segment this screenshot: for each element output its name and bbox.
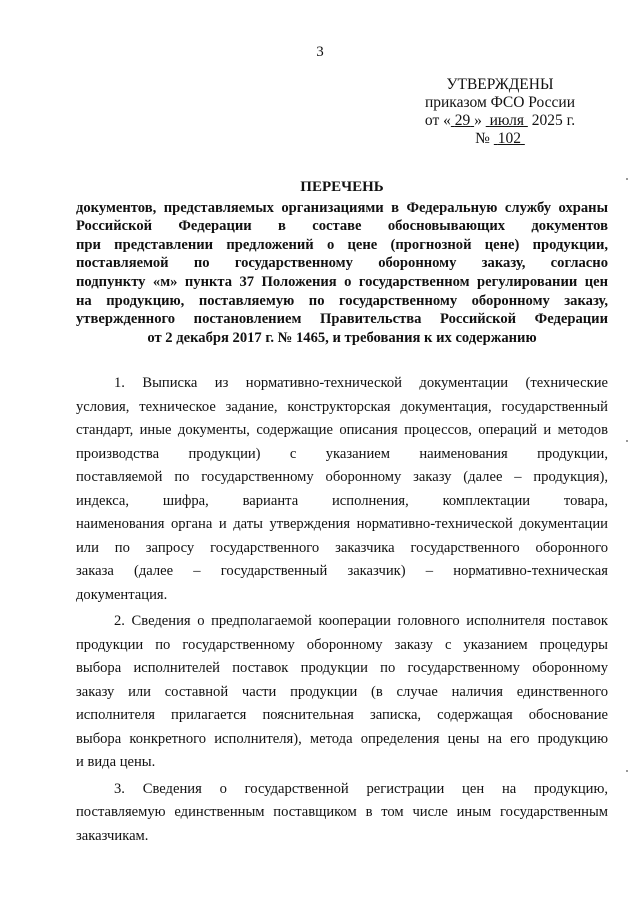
date-month-value: июля bbox=[489, 112, 524, 129]
date-year: 2025 г. bbox=[531, 112, 576, 129]
date-month bbox=[486, 112, 528, 129]
paragraph-line: поставляемую единственным поставщиком в том числе иным государственным bbox=[76, 804, 608, 820]
paragraph-line: продукции по государственному оборонному заказу с указанием процедуры bbox=[76, 636, 608, 653]
scan-mark bbox=[626, 178, 628, 180]
title-line: при представлении предложений о цене (прогнозной цене) продукции, bbox=[76, 236, 608, 253]
title-line: от 2 декабря 2017 г. № 1465, и требования к их содержанию bbox=[147, 329, 537, 346]
paragraph-line: заказа (далее – государственный заказчик) – нормативно-техническая bbox=[76, 563, 608, 579]
paragraph-line: наименования органа и даты утверждения нормативно-технической документации bbox=[76, 516, 608, 532]
date-day-value: 29 bbox=[454, 112, 471, 129]
paragraph-line: производства продукции) с указанием наименования продукции, bbox=[76, 445, 608, 462]
title-line: утвержденного постановлением Правительства Российской Федерации bbox=[76, 311, 608, 328]
approval-date bbox=[400, 112, 600, 130]
title-heading: ПЕРЕЧЕНЬ bbox=[300, 179, 384, 195]
paragraph-line: 1. Выписка из нормативно-технической документации (технические bbox=[114, 375, 608, 391]
paragraph-line: 3. Сведения о государственной регистрации цен на продукцию, bbox=[114, 780, 608, 797]
title-line: на продукцию, поставляемую по государственному оборонному заказу, bbox=[76, 292, 608, 309]
date-mid: » bbox=[474, 112, 482, 129]
paragraph-line: или по запросу государственного заказчика государственного оборонного bbox=[76, 539, 608, 556]
date-day bbox=[451, 112, 474, 129]
approval-title: УТВЕРЖДЕНЫ bbox=[446, 76, 554, 93]
paragraph-line: исполнителя прилагается пояснительная записка, содержащая обоснование bbox=[76, 707, 608, 723]
paragraph-line: 2. Сведения о предполагаемой кооперации головного исполнителя поставок bbox=[114, 613, 608, 629]
title-line: Российской Федерации в составе обосновывающих документов bbox=[76, 218, 608, 235]
paragraph-3 bbox=[76, 778, 608, 849]
page-number: 3 bbox=[316, 44, 324, 60]
title-line: подпункту «м» пункта 37 Положения о государственном регулировании цен bbox=[76, 273, 608, 290]
title-line: документов, представляемых организациями в Федеральную службу охраны bbox=[76, 199, 608, 216]
title-line: поставляемой по государственному оборонному заказу, согласно bbox=[76, 255, 608, 272]
approval-stamp bbox=[400, 76, 600, 148]
order-number bbox=[494, 130, 525, 147]
scan-mark bbox=[626, 770, 628, 772]
paragraph-line: выбора исполнителей поставок продукции по государственному оборонному bbox=[76, 660, 608, 676]
paragraph-line: и вида цены. bbox=[76, 754, 156, 770]
paragraph-1 bbox=[76, 372, 608, 607]
paragraph-2 bbox=[76, 610, 608, 775]
paragraph-line: условия, техническое задание, конструкторская документация, государственный bbox=[76, 398, 608, 415]
paragraph-line: заказчикам. bbox=[76, 827, 149, 844]
approval-number bbox=[400, 130, 600, 148]
paragraph-line: поставляемой по государственному оборонному заказу (далее – продукция), bbox=[76, 469, 608, 485]
paragraph-line: заказу или составной части продукции (в случае наличия единственного bbox=[76, 683, 608, 700]
paragraph-line: документация. bbox=[76, 586, 168, 603]
approval-order: приказом ФСО России bbox=[424, 94, 576, 111]
number-prefix: № bbox=[475, 130, 490, 147]
order-number-value: 102 bbox=[497, 130, 521, 147]
paragraph-line: стандарт, иные документы, содержащие описания процессов, операций и методов bbox=[76, 422, 608, 438]
paragraph-line: выбора конкретного исполнителя), метода определения цены на его продукцию bbox=[76, 730, 608, 747]
document-title bbox=[76, 178, 608, 347]
paragraph-line: индекса, шифра, варианта исполнения, комплектации товара, bbox=[76, 492, 608, 509]
document-body bbox=[76, 372, 608, 851]
date-prefix: от « bbox=[424, 112, 451, 129]
scan-mark bbox=[626, 440, 628, 442]
